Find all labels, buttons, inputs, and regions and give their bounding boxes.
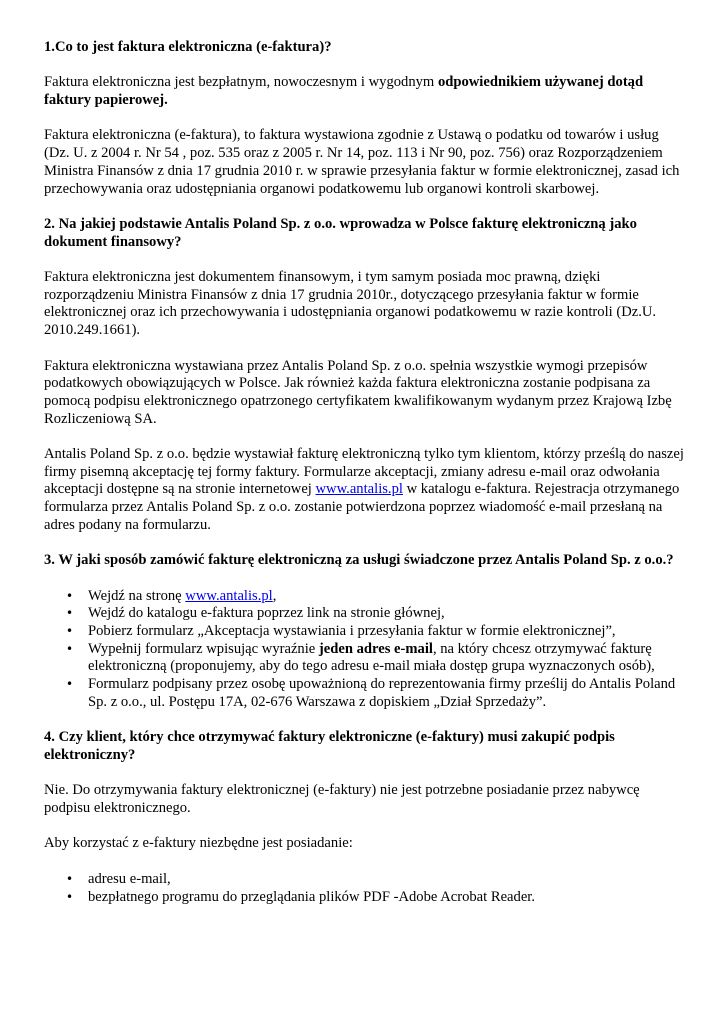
document-page <box>44 39 684 924</box>
q2-paragraph-2: Faktura elektroniczna wystawiana przez Antalis Poland Sp. z o.o. spełnia wszystkie wymogi przepisów podatkowych obowiązujących w Polsce. Jak również każda faktura elektroniczna zostanie podpisana za pomocą podpisu elektronicznego opatrzonego certyfikatem kwalifikowanym wydanym przez Krajową Izbę Rozliczeniową SA. <box>44 357 672 427</box>
q3-b4-text-a: Wypełnij formularz wpisując wyraźnie <box>88 640 319 657</box>
q1-p1-bold: odpowiednikiem używanej dotąd faktury papierowej. <box>44 74 644 109</box>
list-item <box>88 641 684 676</box>
antalis-link[interactable]: www.antalis.pl <box>315 481 403 498</box>
q1-heading: 1.Co to jest faktura elektroniczna (e-faktura)? <box>44 39 332 55</box>
list-item: • Pobierz formularz „Akceptacja wystawiania i przesyłania faktur w formie elektronicznej”, <box>88 623 684 641</box>
q4-heading: 4. Czy klient, który chce otrzymywać faktury elektroniczne (e-faktury) musi zakupić podpis elektroniczny? <box>44 729 615 763</box>
q4-requirements-list <box>44 871 684 906</box>
q2-heading: 2. Na jakiej podstawie Antalis Poland Sp. z o.o. wprowadza w Polsce fakturę elektroniczną jako dokument finansowy? <box>44 215 637 250</box>
q4-paragraph-2: Aby korzystać z e-faktury niezbędne jest posiadanie: <box>44 835 353 852</box>
q2-p3-text-b: w katalogu e-faktura. Rejestracja otrzymanego formularza przez Antalis Poland Sp. z o.o. zostanie potwierdzona poprzez wiadomość e-mail przesłaną na adres podany na formularzu. <box>44 481 680 533</box>
q3-heading: 3. W jaki sposób zamówić fakturę elektroniczną za usługi świadczone przez Antalis Poland Sp. z o.o.? <box>44 552 674 569</box>
q3-steps-list <box>44 588 684 712</box>
q1-paragraph-2: Faktura elektroniczna (e-faktura), to faktura wystawiona zgodnie z Ustawą o podatku od towarów i usług (Dz. U. z 2004 r. Nr 54 , poz. 535 oraz z 2005 r. Nr 14, poz. 113 i Nr 90, poz. 756) oraz Rozporządzeniem Ministra Finansów z dnia 17 grudnia 2010 r. w sprawie przesyłania faktur w formie elektronicznej, zasad ich przechowywania oraz udostępniania organowi podatkowemu lub organowi kontroli skarbowej. <box>44 127 680 197</box>
q2-paragraph-3 <box>44 446 684 535</box>
list-item: • Wejdź do katalogu e-faktura poprzez link na stronie głównej, <box>88 605 684 623</box>
q3-b1-text: Wejdź na stronę <box>88 587 186 604</box>
q1-paragraph-1 <box>44 74 684 109</box>
q3-b4-text-b: , na który chcesz otrzymywać fakturę elektroniczną (proponujemy, aby do tego adresu e-mail miała dostęp grupa wyznaczonych osób), <box>88 640 655 675</box>
list-item: • bezpłatnego programu do przeglądania plików PDF -Adobe Acrobat Reader. <box>88 889 684 907</box>
q2-p3-text-a: Antalis Poland Sp. z o.o. będzie wystawiał fakturę elektroniczną tylko tym klientom, którzy prześlą do naszej firmy pisemną akceptację tej formy faktury. Formularze akceptacji, zmiany adresu e-mail oraz odwołania akceptacji dostępne są na stronie internetowej <box>44 446 684 498</box>
list-item: • Formularz podpisany przez osobę upoważnioną do reprezentowania firmy prześlij do Antalis Poland Sp. z o.o., ul. Postępu 17A, 02-676 Warszawa z dopiskiem „Dział Sprzedaży”. <box>88 676 684 711</box>
q4-paragraph-1: Nie. Do otrzymywania faktury elektronicznej (e-faktury) nie jest potrzebne posiadanie przez nabywcę podpisu elektronicznego. <box>44 782 640 817</box>
q3-b1-comma: , <box>272 587 277 604</box>
q3-b4-bold: jeden adres e-mail <box>318 640 433 657</box>
antalis-link[interactable]: www.antalis.pl <box>185 587 273 604</box>
q1-p1-text: Faktura elektroniczna jest bezpłatnym, nowoczesnym i wygodnym <box>44 74 438 91</box>
list-item: • adresu e-mail, <box>88 871 684 889</box>
q2-paragraph-1: Faktura elektroniczna jest dokumentem finansowym, i tym samym posiada moc prawną, dzięki rozporządzeniu Ministra Finansów z dnia 17 grudnia 2010r., dotyczącego przesyłania faktur w formie elektronicznej oraz ich przechowywania i udostępniania organowi podatkowemu w razie kontroli (Dz.U. 2010.249.1661). <box>44 269 657 339</box>
list-item <box>88 588 684 606</box>
